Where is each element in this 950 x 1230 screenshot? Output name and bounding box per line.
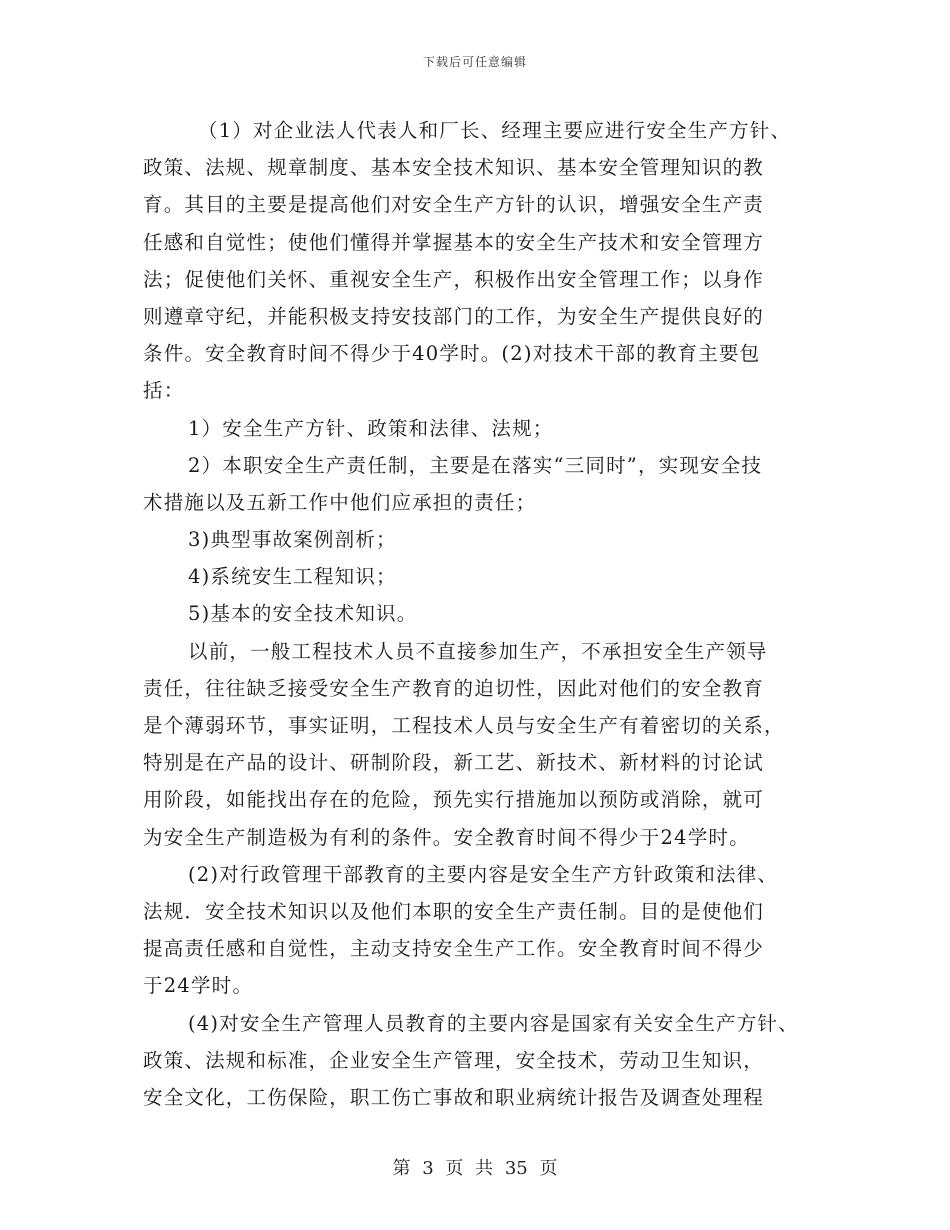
list-item: 2）本职安全生产责任制，主要是在落实“三同时”，实现安全技 <box>188 453 763 477</box>
paragraph-line: 用阶段，如能找出存在的危险，预先实行措施加以预防或消除，就可 <box>143 788 765 812</box>
paragraph-line: 以前，一般工程技术人员不直接参加生产，不承担安全生产领导 <box>188 639 768 663</box>
paragraph-line: 政策、法规和标准，企业安全生产管理，安全技术，劳动卫生知识， <box>143 1048 765 1072</box>
paragraph-line: 任感和自觉性；使他们懂得并掌握基本的安全生产技术和安全管理方 <box>143 230 765 254</box>
page-number-footer: 第 3 页 共 35 页 <box>392 1158 558 1179</box>
list-item: 1）安全生产方针、政策和法律、法规； <box>188 416 554 440</box>
list-item: 3)典型事故案例剖析； <box>188 528 397 552</box>
document-body <box>143 112 833 1116</box>
list-item: 4)系统安生工程知识； <box>188 565 397 589</box>
paragraph-line: 则遵章守纪，并能积极支持安技部门的工作，为安全生产提供良好的 <box>143 304 765 328</box>
paragraph-line: 为安全生产制造极为有利的条件。安全教育时间不得少于24学时。 <box>143 825 750 849</box>
paragraph-line: 括： <box>143 379 185 403</box>
paragraph-line: 法规．安全技术知识以及他们本职的安全生产责任制。目的是使他们 <box>143 899 765 923</box>
paragraph-line: 于24学时。 <box>143 974 254 998</box>
paragraph-line: (4)对安全生产管理人员教育的主要内容是国家有关安全生产方针、 <box>188 1011 799 1035</box>
list-item-continuation: 术措施以及五新工作中他们应承担的责任； <box>143 490 537 514</box>
paragraph-line: 特别是在产品的设计、研制阶段，新工艺、新技术、新材料的讨论试 <box>143 751 765 775</box>
paragraph-line: 法；促使他们关怀、重视安全生产，积极作出安全管理工作；以身作 <box>143 267 765 291</box>
list-item: 5)基本的安全技术知识。 <box>188 602 418 626</box>
paragraph-line: 提高责任感和自觉性，主动支持安全生产工作。安全教育时间不得少 <box>143 937 765 961</box>
paragraph-line: （1）对企业法人代表人和厂长、经理主要应进行安全生产方针、 <box>198 119 792 142</box>
page-header: 下载后可任意编辑 <box>422 55 527 69</box>
paragraph-line: 育。其目的主要是提高他们对安全生产方针的认识，增强安全生产责 <box>143 193 765 217</box>
paragraph-line: 责任，往往缺乏接受安全生产教育的迫切性，因此对他们的安全教育 <box>143 676 765 700</box>
paragraph-line: 政策、法规、规章制度、基本安全技术知识、基本安全管理知识的教 <box>143 156 765 180</box>
paragraph-line: 条件。安全教育时间不得少于40学时。(2)对技术干部的教育主要包 <box>143 342 761 366</box>
paragraph-line: 是个薄弱环节，事实证明，工程技术人员与安全生产有着密切的关系， <box>143 714 785 737</box>
paragraph-line: (2)对行政管理干部教育的主要内容是安全生产方针政策和法律、 <box>188 862 779 886</box>
paragraph-line: 安全文化，工伤保险，职工伤亡事故和职业病统计报告及调查处理程 <box>143 1085 765 1109</box>
